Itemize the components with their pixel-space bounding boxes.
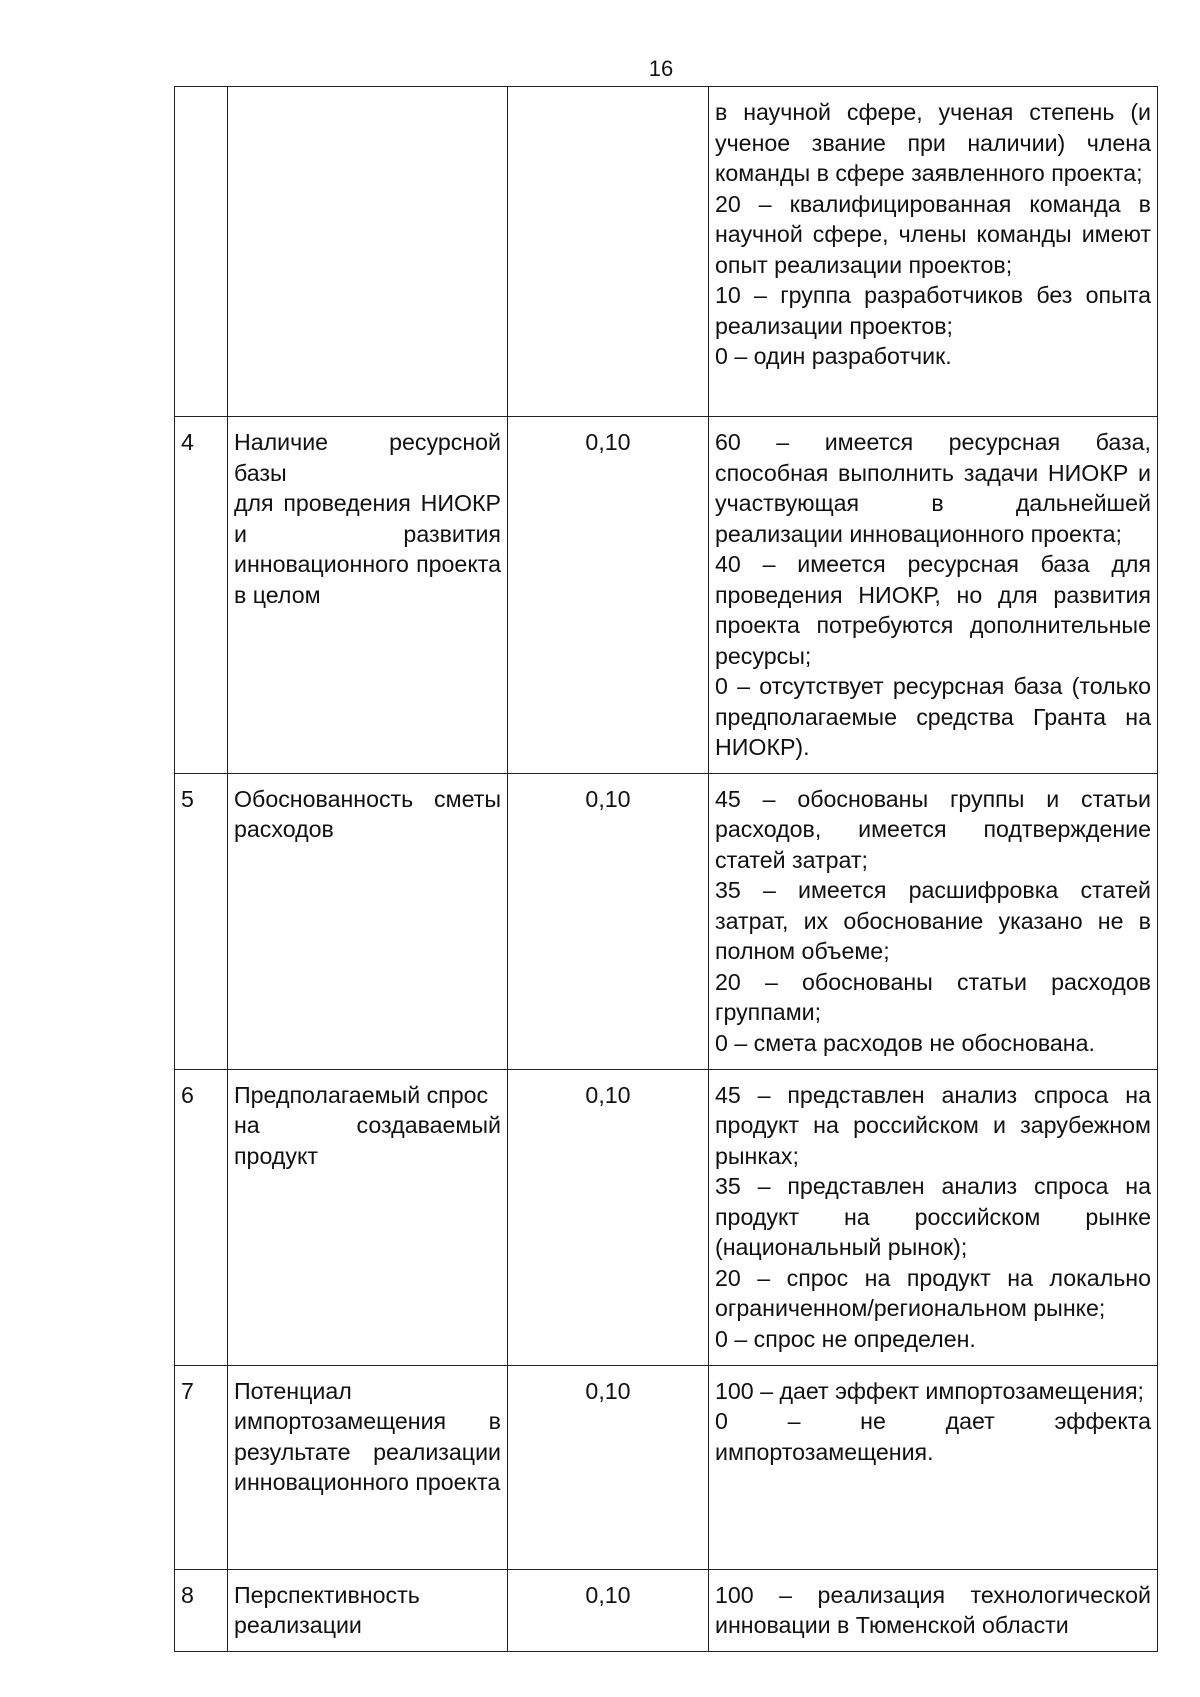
scoring-line: 20 – квалифицированная команда в научной сфере, члены команды имеют опыт реализации проектов;	[715, 190, 1151, 278]
criterion-name-cell	[228, 773, 508, 1069]
scoring-line: 0 – отсутствует ресурсная база (только предполагаемые средства Гранта на НИОКР).	[715, 673, 1151, 760]
criterion-name-line: Потенциал импортозамещения в результате реализации инновационного проекта	[234, 1377, 501, 1495]
scoring-cell	[709, 773, 1158, 1069]
scoring-cell	[709, 1069, 1158, 1365]
criterion-name-line: Перспективность реализации	[234, 1581, 420, 1638]
criterion-name-cell	[228, 87, 508, 417]
criterion-name-line: Наличие ресурсной базы	[234, 429, 501, 486]
row-number-cell: 7	[175, 1365, 228, 1569]
table-row	[175, 417, 1158, 774]
scoring-line: 45 – обоснованы группы и статьи расходов, имеется подтверждение статей затрат;	[715, 785, 1151, 873]
weight-cell: 0,10	[508, 773, 709, 1069]
criterion-name-line: Предполагаемый спрос	[234, 1081, 489, 1108]
scoring-line: в научной сфере, ученая степень (и ученое звание при наличии) члена команды в сфере заявленного проекта;	[715, 99, 1151, 186]
row-number-cell: 5	[175, 773, 228, 1069]
weight-cell: 0,10	[508, 417, 709, 774]
weight-cell	[508, 87, 709, 417]
criteria-table	[174, 86, 1158, 1652]
scoring-cell	[709, 1365, 1158, 1569]
scoring-line: 0 – один разработчик.	[715, 343, 952, 369]
scoring-cell	[709, 417, 1158, 774]
scoring-line: 0 – спрос не определен.	[715, 1325, 976, 1352]
criterion-name-cell	[228, 1569, 508, 1651]
criterion-name-line: для проведения НИОКР и развития инновационного проекта в целом	[234, 490, 501, 608]
table-row	[175, 87, 1158, 417]
weight-cell: 0,10	[508, 1069, 709, 1365]
weight-cell: 0,10	[508, 1365, 709, 1569]
row-number-cell: 6	[175, 1069, 228, 1365]
scoring-line: 0 – не дает эффекта импортозамещения.	[715, 1408, 1151, 1465]
scoring-line: 100 – дает эффект импортозамещения;	[715, 1377, 1144, 1404]
scoring-line: 20 – спрос на продукт на локально ограниченном/региональном рынке;	[715, 1264, 1151, 1321]
criterion-name-line: Обоснованность сметы расходов	[234, 785, 501, 842]
scoring-line: 45 – представлен анализ спроса на продукт на российском и зарубежном рынках;	[715, 1081, 1151, 1169]
weight-cell: 0,10	[508, 1569, 709, 1651]
scoring-line: 0 – смета расходов не обоснована.	[715, 1029, 1095, 1056]
criterion-name-line: на создаваемый продукт	[234, 1112, 501, 1169]
table-row	[175, 773, 1158, 1069]
table-row	[175, 1069, 1158, 1365]
row-number-cell	[175, 87, 228, 417]
scoring-line: 20 – обоснованы статьи расходов группами;	[715, 968, 1151, 1025]
scoring-cell	[709, 87, 1158, 417]
scoring-line: 35 – представлен анализ спроса на продукт на российском рынке (национальный рынок);	[715, 1173, 1151, 1260]
row-number-cell: 8	[175, 1569, 228, 1651]
scoring-line: 100 – реализация технологической инновации в Тюменской области	[715, 1581, 1151, 1638]
criterion-name-cell	[228, 1365, 508, 1569]
criterion-name-cell	[228, 1069, 508, 1365]
scoring-line: 40 – имеется ресурсная база для проведения НИОКР, но для развития проекта потребуются дополнительные ресурсы;	[715, 551, 1151, 669]
scoring-cell	[709, 1569, 1158, 1651]
scoring-line: 35 – имеется расшифровка статей затрат, их обоснование указано не в полном объеме;	[715, 877, 1151, 964]
scoring-line: 60 – имеется ресурсная база, способная выполнить задачи НИОКР и участвующая в дальнейшей реализации инновационного проекта;	[715, 429, 1151, 547]
page-number: 16	[648, 56, 674, 81]
criterion-name-cell	[228, 417, 508, 774]
scoring-line: 10 – группа разработчиков без опыта реализации проектов;	[715, 282, 1151, 339]
table-row	[175, 1569, 1158, 1651]
row-number-cell: 4	[175, 417, 228, 774]
table-row	[175, 1365, 1158, 1569]
